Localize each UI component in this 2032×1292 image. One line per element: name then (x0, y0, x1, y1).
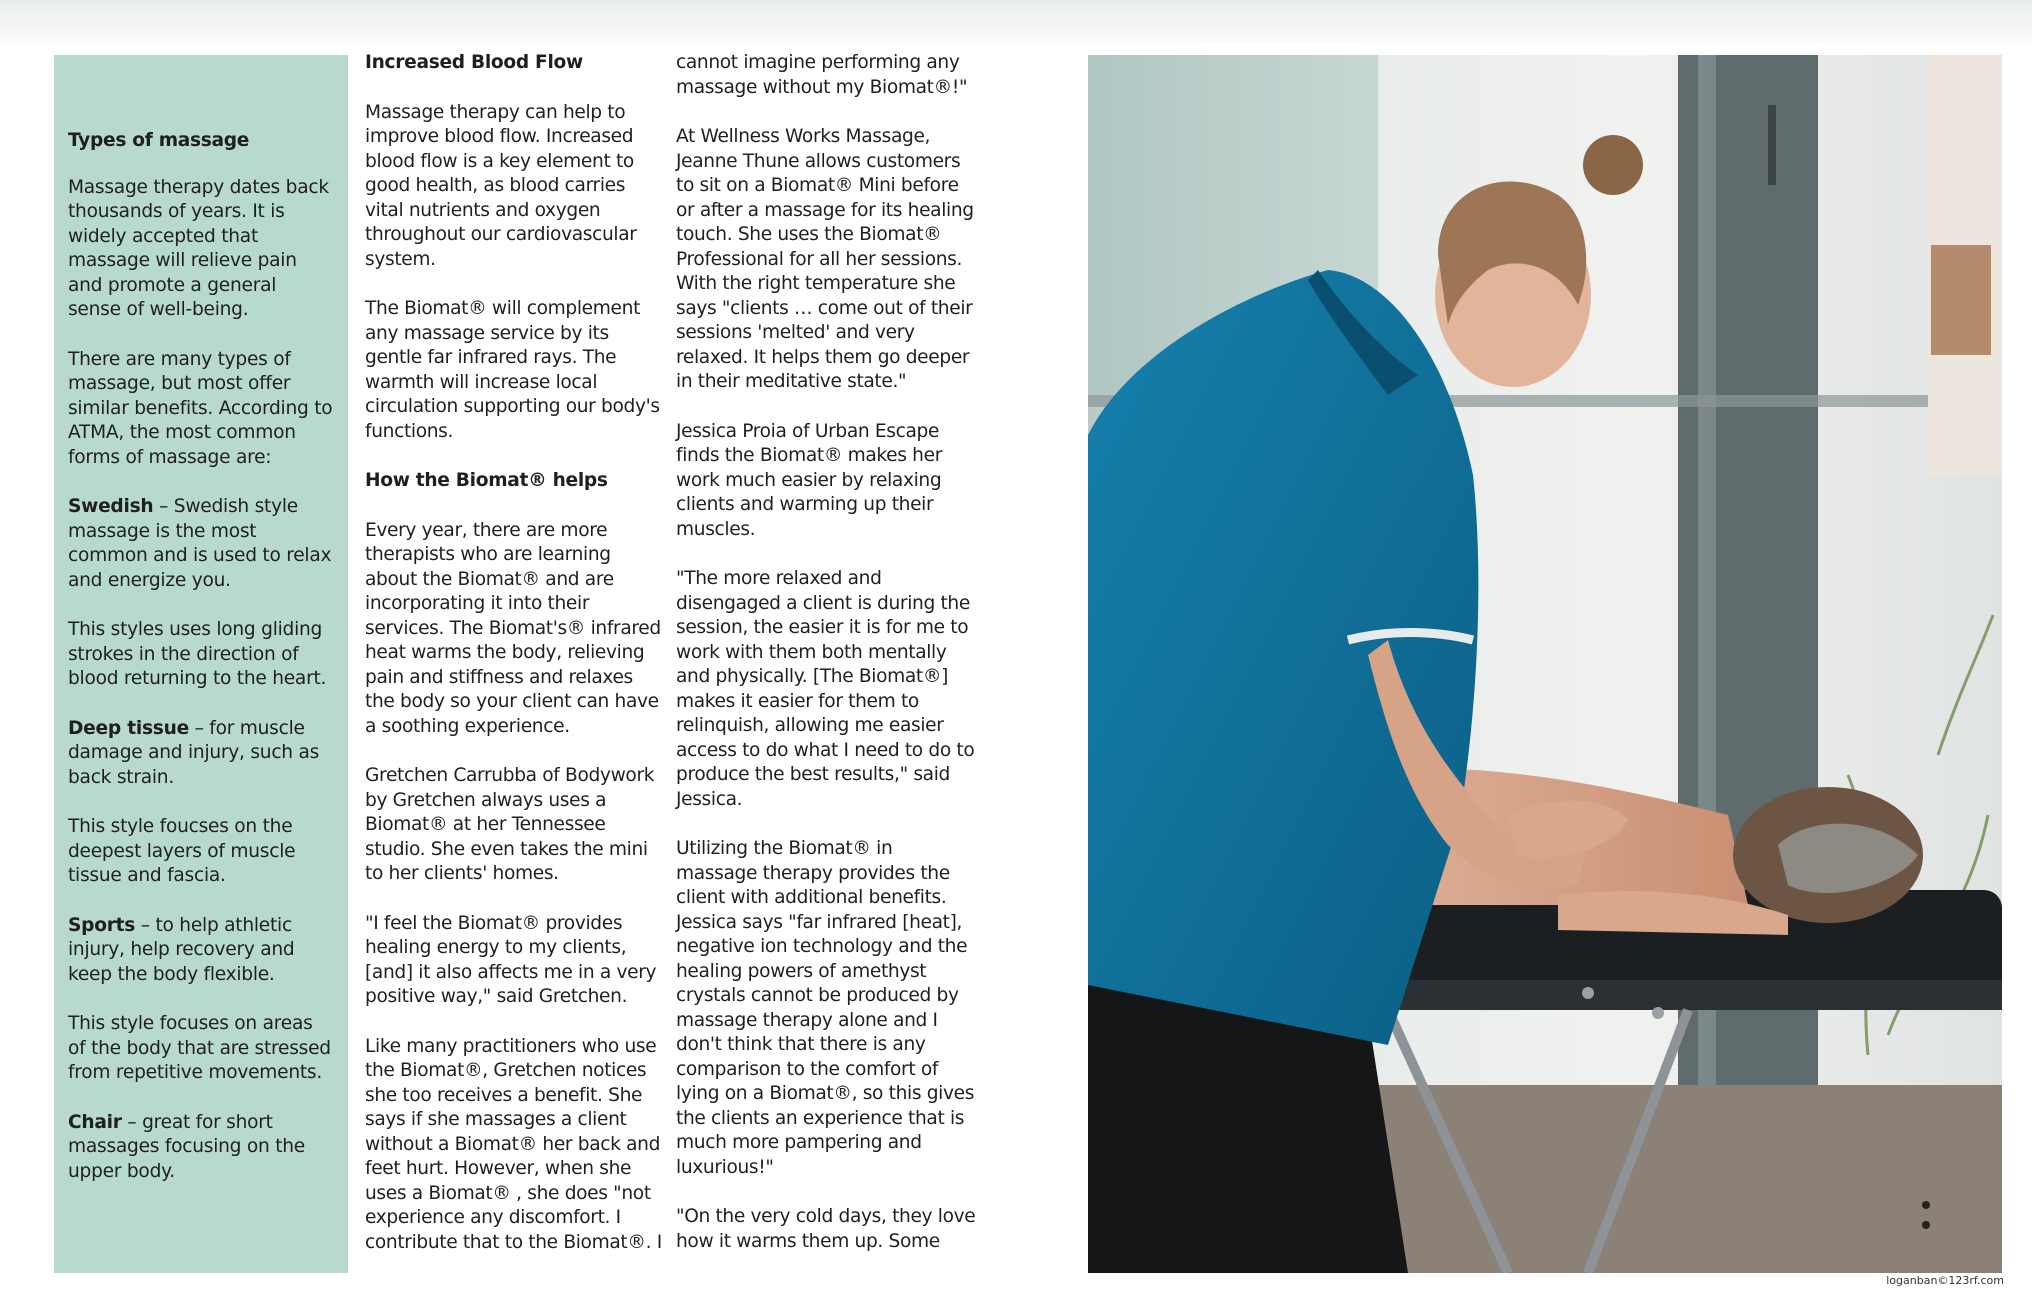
massage-type-summary: – to help athletic injury, help recovery and keep the body flexible. (68, 914, 295, 985)
types-of-massage-sidebar (54, 55, 348, 1273)
article-paragraph: Like many practitioners who use the Biomat®, Gretchen notices she too receives a benefit. She says if she massages a client without a Biomat® her back and feet hurt. However, when she uses a Biomat® , she does "not experience any discomfort. I contribute that to the Biomat®. I (365, 1035, 662, 1253)
decor-dot (1922, 1201, 1930, 1209)
photo-credit: loganban©123rf.com (1886, 1274, 2004, 1287)
building-window (1931, 245, 1991, 355)
article-paragraph: Gretchen Carrubba of Bodywork by Gretchen always uses a Biomat® at her Tennessee studio. She even takes the mini to her clients' homes. (365, 765, 655, 884)
article-paragraph: Utilizing the Biomat® in massage therapy provides the client with additional benefits. Jessica says "far infrared [heat], negative ion technology and the healing powers of amethyst crystals cannot be produced by massage therapy alone and I don't think that there is any comparison to the comfort of lying on a Biomat®, so this gives the clients an experience that is much more pampering and luxurious!" (676, 838, 975, 1178)
massage-type-deep-tissue (68, 717, 334, 791)
massage-photo (1088, 55, 2002, 1273)
article-paragraph: "On the very cold days, they love how it warms them up. Some (676, 1206, 976, 1252)
article-column-middle (365, 51, 667, 1280)
table-screw (1582, 987, 1594, 999)
page-top-band (0, 0, 2032, 48)
decor-dot (1922, 1221, 1930, 1229)
massage-type-name: Deep tissue (68, 717, 189, 739)
therapist-hair-bun (1583, 135, 1643, 195)
massage-type-summary: – Swedish style massage is the most common and is used to relax and energize you. (68, 496, 332, 591)
heading-increased-blood-flow: Increased Blood Flow (365, 52, 583, 73)
massage-type-sports (68, 914, 334, 988)
article-paragraph: At Wellness Works Massage, Jeanne Thune allows customers to sit on a Biomat® Mini before or after a massage for its healing touch. She uses the Biomat® Professional for all her sessions. With the right temperature she says "clients … come out of their sessions 'melted' and very relaxed. It helps them go deeper in their meditative state." (676, 126, 974, 392)
sidebar-intro-1: Massage therapy dates back thousands of years. It is widely accepted that massage will relieve pain and promote a general sense of well-being. (68, 176, 329, 320)
massage-type-name: Swedish (68, 496, 154, 517)
sidebar-intro-2: There are many types of massage, but most offer similar benefits. According to ATMA, the most common forms of massage are: (68, 348, 333, 468)
massage-type-summary: – for muscle damage and injury, such as back strain. (68, 717, 320, 788)
massage-type-detail: This style focuses on areas of the body that are stressed from repetitive movements. (68, 1013, 331, 1083)
massage-type-swedish (68, 495, 334, 593)
massage-photo-illustration (1088, 55, 2002, 1273)
massage-type-name: Chair (68, 1111, 122, 1133)
article-paragraph: "The more relaxed and disengaged a client is during the session, the easier it is for me to work with them both mentally and physically. [The Biomat®] makes it easier for them to relinquish, allowing me easier access to do what I need to do to produce the best results," said Jessica. (676, 568, 975, 810)
massage-type-summary: – great for short massages focusing on the upper body. (68, 1111, 305, 1182)
massage-type-chair (68, 1111, 334, 1185)
article-paragraph: Jessica Proia of Urban Escape finds the Biomat® makes her work much easier by relaxing clients and warming up their muscles. (676, 420, 942, 540)
article-paragraph: The Biomat® will complement any massage service by its gentle far infrared rays. The warmth will increase local circulation supporting our body's functions. (365, 298, 660, 442)
table-screw (1652, 1007, 1664, 1019)
article-column-right (676, 51, 976, 1279)
article-paragraph: "I feel the Biomat® provides healing energy to my clients, [and] it also affects me in a very positive way," said Gretchen. (365, 912, 657, 1007)
article-paragraph: Massage therapy can help to improve blood flow. Increased blood flow is a key element to good health, as blood carries vital nutrients and oxygen throughout our cardiovascular system. (365, 101, 637, 270)
window-handle (1768, 105, 1776, 185)
therapist-tunic (1088, 270, 1478, 1045)
article-paragraph: cannot imagine performing any massage without my Biomat®!" (676, 52, 968, 98)
sidebar-heading: Types of massage (68, 130, 250, 151)
heading-how-biomat-helps: How the Biomat® helps (365, 470, 608, 491)
massage-type-name: Sports (68, 914, 136, 936)
article-paragraph: Every year, there are more therapists who are learning about the Biomat® and are incorporating it into their services. The Biomat's® infrared heat warms the body, relieving pain and stiffness and relaxes the body so your client can have a soothing experience. (365, 519, 661, 737)
massage-table-edge (1328, 980, 2002, 1010)
massage-type-detail: This style foucses on the deepest layers of muscle tissue and fascia. (68, 816, 296, 886)
massage-type-detail: This styles uses long gliding strokes in the direction of blood returning to the heart. (68, 619, 327, 689)
